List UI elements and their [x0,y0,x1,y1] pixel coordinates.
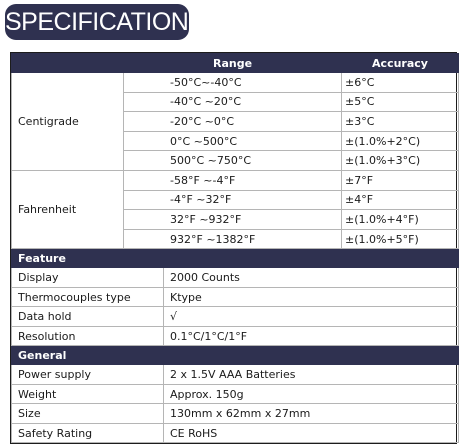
table-row [12,384,459,404]
table-row [12,423,459,443]
table-row [12,404,459,424]
table-row [12,287,459,307]
spec-value: 130mm x 62mm x 27mm [164,404,459,424]
fahrenheit-label: Fahrenheit [12,170,124,248]
spec-label: Safety Rating [12,423,164,443]
spec-value: 2000 Counts [164,268,459,288]
table-row [12,73,459,93]
range-cell: 500°C ~750°C [124,151,342,171]
accuracy-cell: ±7°F [342,170,459,190]
spec-value: √ [164,307,459,327]
range-cell: -58°F ~-4°F [124,170,342,190]
accuracy-cell: ±(1.0%+4°F) [342,210,459,230]
range-cell: -40°C ~20°C [124,92,342,112]
range-cell: 0°C ~500°C [124,131,342,151]
table-row [12,365,459,385]
spec-label: Display [12,268,164,288]
spec-label: Data hold [12,307,164,327]
accuracy-header: Accuracy [342,54,459,73]
spec-label: Weight [12,384,164,404]
general-section-header [12,346,459,365]
specifications-table [10,52,457,444]
accuracy-cell: ±(1.0%+3°C) [342,151,459,171]
feature-section-header [12,249,459,268]
accuracy-cell: ±(1.0%+2°C) [342,131,459,151]
table-header-row [12,54,459,73]
accuracy-cell: ±6°C [342,73,459,93]
accuracy-cell: ±(1.0%+5°F) [342,229,459,249]
range-cell: -50°C~-40°C [124,73,342,93]
spec-value: Approx. 150g [164,384,459,404]
range-cell: -20°C ~0°C [124,112,342,132]
range-cell: 32°F ~932°F [124,210,342,230]
spec-value: CE RoHS [164,423,459,443]
table-row [12,268,459,288]
feature-heading: Feature [12,249,459,268]
table-row [12,307,459,327]
spec-label: Size [12,404,164,424]
table-row [12,170,459,190]
centigrade-label: Centigrade [12,73,124,171]
spec-value: 2 x 1.5V AAA Batteries [164,365,459,385]
general-heading: General [12,346,459,365]
spec-value: 0.1°C/1°C/1°F [164,326,459,346]
accuracy-cell: ±3°C [342,112,459,132]
range-cell: 932°F ~1382°F [124,229,342,249]
spec-label: Thermocouples type [12,287,164,307]
table-row [12,326,459,346]
header-blank [12,54,124,73]
accuracy-cell: ±5°C [342,92,459,112]
spec-value: Ktype [164,287,459,307]
spec-label: Resolution [12,326,164,346]
accuracy-cell: ±4°F [342,190,459,210]
page-title: SPECIFICATIONS [5,4,189,40]
range-cell: -4°F ~32°F [124,190,342,210]
range-header: Range [124,54,342,73]
spec-label: Power supply [12,365,164,385]
